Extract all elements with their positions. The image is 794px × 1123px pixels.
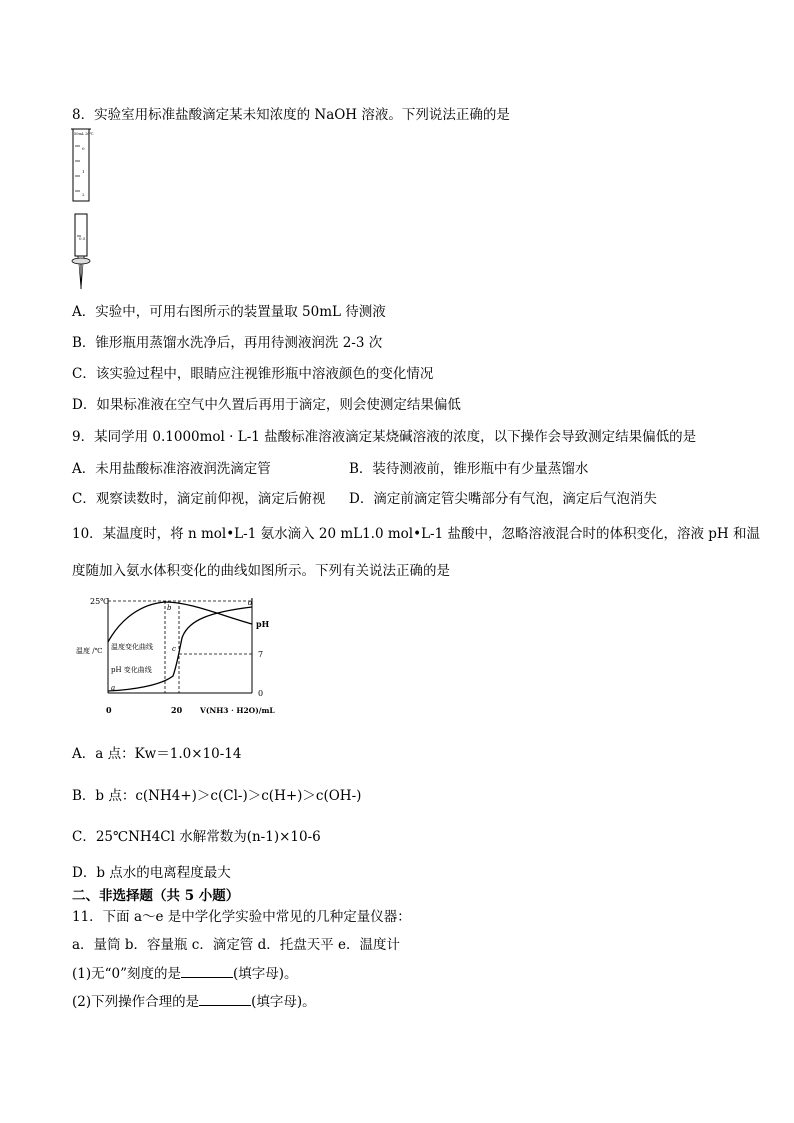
q10-option-d: D．b 点水的电离程度最大 xyxy=(72,865,231,881)
q8-option-d: D．如果标准液在空气中久置后再用于滴定，则会使测定结果偏低 xyxy=(72,397,461,413)
label-0-right: 0 xyxy=(258,689,264,698)
point-b-label: b xyxy=(167,604,172,612)
q8-figure xyxy=(66,126,100,292)
point-c-label: c xyxy=(172,645,176,653)
q8-stem: 8．实验室用标准盐酸滴定某未知浓度的 NaOH 溶液。下列说法正确的是 xyxy=(72,107,510,123)
q9-option-a: A．未用盐酸标准溶液润洗滴定管 xyxy=(72,461,271,477)
label-7: 7 xyxy=(258,650,264,659)
cylinder-icon xyxy=(71,129,94,201)
q10-option-c: C．25℃NH4Cl 水解常数为(n-1)×10-6 xyxy=(72,829,321,845)
q11-sub1-suffix: (填字母)。 xyxy=(233,966,298,982)
label-x20: 20 xyxy=(171,705,183,715)
cylinder-mark-0: 0 xyxy=(82,146,85,151)
label-xaxis: V(NH3 · H2O)/mL xyxy=(200,706,275,715)
cylinder-top-label: 50mL 20℃ xyxy=(74,132,94,136)
q11-sub1-prefix: (1)无“0”刻度的是 xyxy=(72,966,182,982)
point-d-label: d xyxy=(248,599,253,607)
q11-sub1 xyxy=(72,962,298,982)
burette-icon xyxy=(72,214,90,289)
q11-sub2-blank[interactable] xyxy=(199,994,251,1006)
q10-chart xyxy=(70,590,280,720)
q10-stem-line1: 10．某温度时，将 n mol•L-1 氨水滴入 20 mL1.0 mol•L-1 盐酸中，忽略溶液混合时的体积变化，溶液 pH 和温 xyxy=(72,526,760,542)
q11-sub2 xyxy=(72,990,316,1010)
label-temp-axis: 温度 /℃ xyxy=(76,647,103,655)
q8-option-b: B．锥形瓶用蒸馏水洗净后，再用待测液润洗 2-3 次 xyxy=(72,335,383,351)
q11-sub1-blank[interactable] xyxy=(181,966,233,978)
label-ph-curve: pH 变化曲线 xyxy=(111,666,152,674)
point-a-label: a xyxy=(111,684,116,692)
q11-stem: 11．下面 a～e 是中学化学实验中常见的几种定量仪器： xyxy=(72,909,411,925)
q11-sub2-prefix: (2)下列操作合理的是 xyxy=(72,994,200,1010)
q9-option-c: C．观察读数时，滴定前仰视，滴定后俯视 xyxy=(72,491,326,507)
label-ph: pH xyxy=(256,619,270,629)
q9-option-b: B．装待测液前，锥形瓶中有少量蒸馏水 xyxy=(349,461,589,477)
label-x0: 0 xyxy=(106,705,112,715)
q10-stem-line2: 度随加入氨水体积变化的曲线如图所示。下列有关说法正确的是 xyxy=(72,563,450,579)
q9-option-d: D．滴定前滴定管尖嘴部分有气泡，滴定后气泡消失 xyxy=(349,491,657,507)
label-temp-curve: 温度变化曲线 xyxy=(111,643,153,651)
q9-stem: 9．某同学用 0.1000mol · L-1 盐酸标准溶液滴定某烧碱溶液的浓度，以下操作会导致测定结果偏低的是 xyxy=(72,429,697,445)
q10-option-a: A．a 点：Kw＝1.0×10-14 xyxy=(72,746,242,762)
burette-mark: 0.5 xyxy=(79,236,86,241)
label-25c: 25℃ xyxy=(90,597,110,606)
q8-option-a: A．实验中，可用右图所示的装置量取 50mL 待测液 xyxy=(72,304,386,320)
section2-heading: 二、非选择题（共 5 小题） xyxy=(72,888,240,904)
cylinder-mark-1: 1 xyxy=(82,169,85,174)
cylinder-mark-2: 2 xyxy=(82,192,85,197)
temperature-curve xyxy=(108,602,252,642)
q8-option-c: C．该实验过程中，眼睛应注视锥形瓶中溶液颜色的变化情况 xyxy=(72,366,434,382)
q11-sub2-suffix: (填字母)。 xyxy=(251,994,316,1010)
q11-instruments: a．量筒 b．容量瓶 c．滴定管 d．托盘天平 e．温度计 xyxy=(72,937,401,953)
q10-option-b: B．b 点：c(NH4+)＞c(Cl-)＞c(H+)＞c(OH-) xyxy=(72,788,362,804)
